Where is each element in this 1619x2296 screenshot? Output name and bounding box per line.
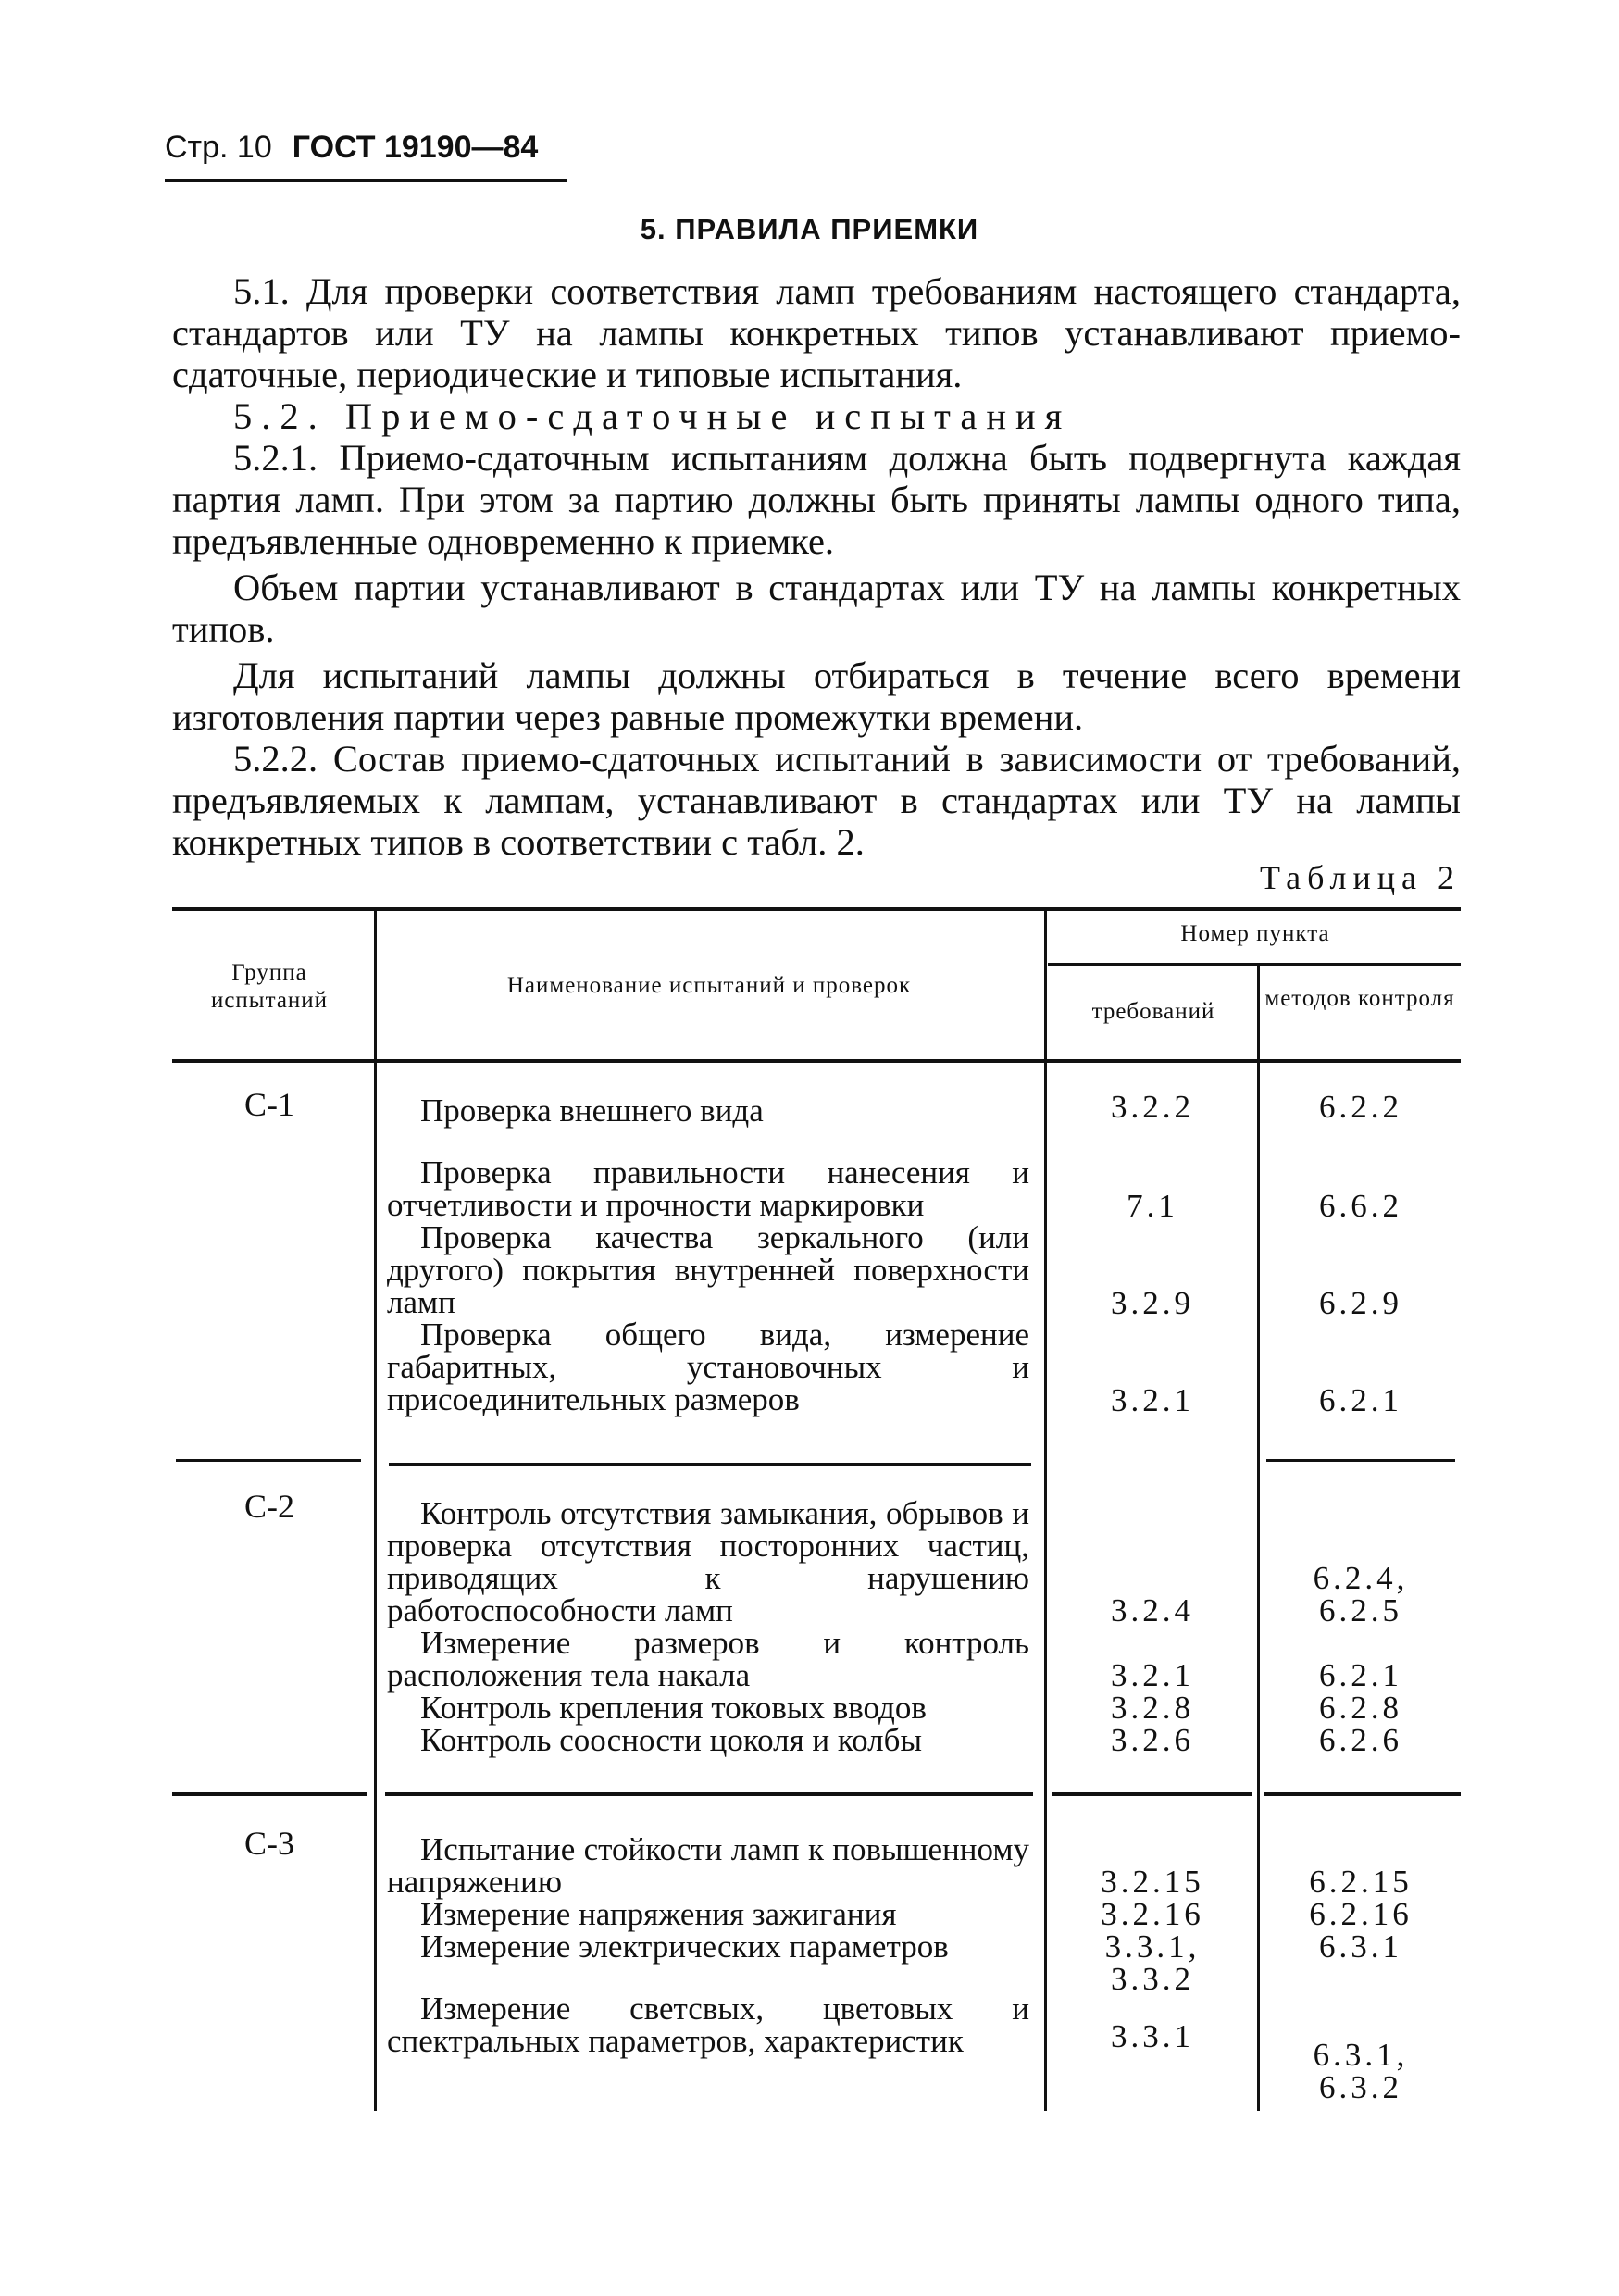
table-cell-meth: 6.2.6 bbox=[1319, 1722, 1402, 1758]
table-row-text: Контроль отсутствия замыкания, обрывов и проверка отсутствия посторонних частиц, приводящих к нарушению работоспособности ламп bbox=[387, 1495, 1029, 1628]
header-bottom-rule bbox=[172, 1059, 1461, 1063]
table-cell-meth: 6.2.4, 6.2.5 bbox=[1313, 1560, 1409, 1628]
table-row-text: Проверка качества зеркального (или другого) покрытия внутренней поверхности ламп bbox=[387, 1219, 1029, 1320]
paragraph-5-2-2: 5.2.2. Состав приемо-сдаточных испытаний в зависимости от требований, предъявляемых к лампам, устанавливают в стандартах или ТУ на лампы конкретных типов в соответствии с табл. 2. bbox=[172, 738, 1461, 863]
group-label-c2: С-2 bbox=[244, 1488, 294, 1525]
table-row-text: Измерение светсвых, цветовых и спектральных параметров, характеристик bbox=[387, 1990, 1029, 2059]
header-item-number: Номер пункта bbox=[1180, 921, 1330, 946]
table-cell-meth: 6.2.15 bbox=[1309, 1864, 1413, 1900]
subheader-rule bbox=[1048, 963, 1461, 966]
group-c1-descriptions bbox=[387, 1094, 1029, 1416]
header-methods: методов контроля bbox=[1264, 986, 1455, 1011]
table-cell-meth: 6.2.9 bbox=[1319, 1285, 1402, 1321]
table-row-text: Проверка внешнего вида bbox=[420, 1092, 764, 1129]
group-separator-2b bbox=[385, 1792, 1033, 1796]
table-cell-meth: 6.2.8 bbox=[1319, 1690, 1402, 1726]
table-cell-meth: 6.3.1, 6.3.2 bbox=[1313, 2037, 1409, 2105]
group-c2-descriptions bbox=[387, 1497, 1029, 1756]
table-cell-req: 3.2.1 bbox=[1111, 1657, 1194, 1693]
body-text bbox=[172, 270, 1461, 863]
page-number: Стр. 10 bbox=[165, 130, 272, 165]
table-top-rule bbox=[172, 907, 1461, 911]
header-name: Наименование испытаний и проверок bbox=[506, 973, 912, 998]
table-cell-req: 3.2.9 bbox=[1111, 1285, 1194, 1321]
table-row-text: Испытание стойкости ламп к повышенному напряжению bbox=[387, 1831, 1029, 1900]
group-separator-1c bbox=[1266, 1459, 1455, 1462]
group-label-c3: С-3 bbox=[244, 1825, 294, 1862]
header-group: Группа испытаний bbox=[210, 960, 329, 1013]
table-cell-req: 3.3.1, 3.3.2 bbox=[1104, 1928, 1201, 1997]
group-separator-1a bbox=[176, 1459, 361, 1462]
table-cell-req: 3.2.2 bbox=[1111, 1089, 1194, 1125]
column-divider-3 bbox=[1257, 965, 1260, 2111]
paragraph-batch-volume: Объем партии устанавливают в стандартах или ТУ на лампы конкретных типов. bbox=[172, 567, 1461, 650]
group-separator-2c bbox=[1052, 1792, 1252, 1796]
group-separator-1b bbox=[389, 1463, 1031, 1466]
paragraph-5-1: 5.1. Для проверки соответствия ламп требованиям настоящего стандарта, стандартов или ТУ на лампы конкретных типов устанавливают приемо-сдаточные, периодические и типовые испытания. bbox=[172, 270, 1461, 395]
group-separator-2d bbox=[1264, 1792, 1461, 1796]
table-cell-req: 3.2.15 bbox=[1101, 1864, 1204, 1900]
table-cell-meth: 6.2.1 bbox=[1319, 1382, 1402, 1418]
table-row-text: Проверка общего вида, измерение габаритных, установочных и присоединительных размеров bbox=[387, 1316, 1029, 1417]
table-row-text: Измерение электрических параметров bbox=[420, 1928, 949, 1965]
table-cell-meth: 6.3.1 bbox=[1319, 1928, 1402, 1965]
table-cell-req: 3.2.4 bbox=[1111, 1592, 1194, 1628]
table-cell-req: 3.2.8 bbox=[1111, 1690, 1194, 1726]
paragraph-5-2-1: 5.2.1. Приемо-сдаточным испытаниям должна быть подвергнута каждая партия ламп. При этом за партию должны быть приняты лампы одного типа, предъявленные одновременно к приемке. bbox=[172, 437, 1461, 562]
table-cell-meth: 6.2.16 bbox=[1309, 1896, 1413, 1932]
table-caption: Таблица 2 bbox=[1260, 859, 1461, 896]
standard-number: ГОСТ 19190—84 bbox=[292, 130, 539, 165]
tests-table bbox=[172, 907, 1461, 2111]
table-cell-meth: 6.6.2 bbox=[1319, 1188, 1402, 1224]
paragraph-5-2: 5.2. Приемо-сдаточные испытания bbox=[233, 395, 1072, 437]
table-cell-meth: 6.2.2 bbox=[1319, 1089, 1402, 1125]
section-title: 5. ПРАВИЛА ПРИЕМКИ bbox=[640, 213, 979, 245]
table-row-text: Проверка правильности нанесения и отчетливости и прочности маркировки bbox=[387, 1154, 1029, 1223]
table-cell-meth: 6.2.1 bbox=[1319, 1657, 1402, 1693]
table-row-text: Контроль крепления токовых вводов bbox=[420, 1690, 927, 1726]
table-row-text: Контроль соосности цоколя и колбы bbox=[420, 1722, 922, 1758]
paragraph-sampling: Для испытаний лампы должны отбираться в течение всего времени изготовления партии через равные промежутки времени. bbox=[172, 655, 1461, 738]
table-cell-req: 3.2.1 bbox=[1111, 1382, 1194, 1418]
table-row-text: Измерение напряжения зажигания bbox=[420, 1896, 897, 1932]
group-label-c1: С-1 bbox=[244, 1086, 294, 1123]
group-separator-2a bbox=[172, 1792, 367, 1796]
page-header bbox=[165, 130, 567, 182]
group-c3-descriptions bbox=[387, 1833, 1029, 2057]
table-cell-req: 3.2.6 bbox=[1111, 1722, 1194, 1758]
table-cell-req: 3.2.16 bbox=[1101, 1896, 1204, 1932]
header-requirements: требований bbox=[1091, 999, 1215, 1024]
table-cell-req: 7.1 bbox=[1127, 1188, 1178, 1224]
table-cell-req: 3.3.1 bbox=[1111, 2018, 1194, 2054]
column-divider-2 bbox=[1044, 907, 1047, 2111]
column-divider-1 bbox=[374, 907, 377, 2111]
table-row-text: Измерение размеров и контроль расположения тела накала bbox=[387, 1625, 1029, 1693]
